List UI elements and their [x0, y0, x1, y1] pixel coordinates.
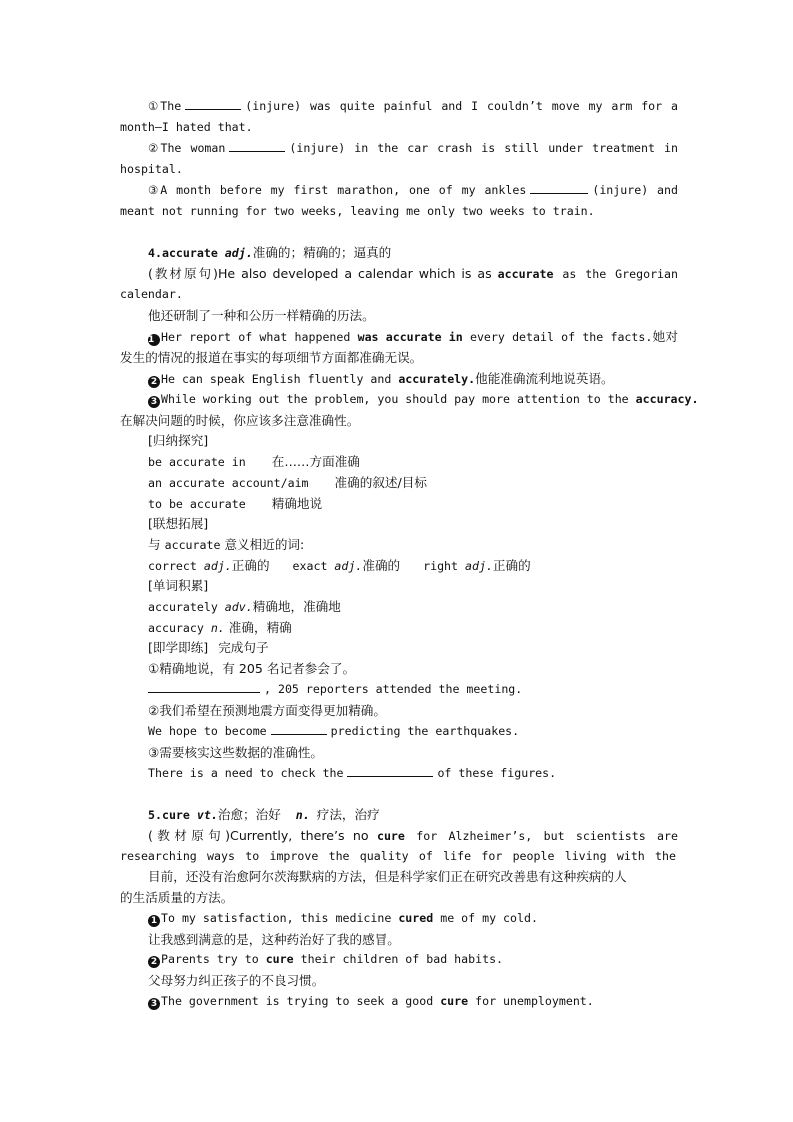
cure-original-translation: 目前，还没有治愈阿尔茨海默病的方法，但是科学家们正在研究改善患有这种疾病的人	[148, 869, 627, 884]
accurate-example-1: 1 Her report of what happened was accurate in every detail of the facts.她对	[148, 329, 678, 345]
accurate-original-sentence: (教材原句)He also developed a calendar which is as accurate as the Gregorian	[148, 266, 678, 281]
injure-exercise-2-cont: hospital.	[120, 162, 183, 176]
word-form-row: accurately adv.精确地，准确地	[148, 599, 341, 614]
answer-blank[interactable]	[229, 140, 285, 152]
entry-heading-cure: 5.cure vt.治愈；治好 n. 疗法，治疗	[148, 807, 380, 822]
number-badge: 3	[148, 396, 160, 408]
accurate-example-3: 3 While working out the problem, you should pay more attention to the accuracy.	[148, 389, 678, 410]
accurate-example-3-translation: 在解决问题的时候，你应该多注意准确性。	[120, 413, 360, 428]
injure-exercise-3-cont: meant not running for two weeks, leaving me only two weeks to train.	[120, 204, 595, 218]
answer-blank[interactable]	[530, 182, 588, 194]
number-badge: 1	[148, 334, 160, 346]
practice-3-sentence: There is a need to check the of these figures.	[148, 766, 557, 780]
injure-exercise-2: ②The woman (injure) in the car crash is still under treatment in	[148, 141, 678, 155]
practice-1-prompt: ①精确地说，有 205 名记者参会了。	[148, 661, 356, 676]
phrase-row: an accurate account/aim 准确的叙述/目标	[148, 475, 427, 490]
synonyms-row: correct adj.正确的 exact adj.准确的 right adj.正确的	[148, 558, 531, 573]
practice-2-sentence: We hope to become predicting the earthquakes.	[148, 724, 520, 738]
practice-3-prompt: ③需要核实这些数据的准确性。	[148, 745, 324, 760]
accurate-example-2: 2 He can speak English fluently and accurately.他能准确流利地说英语。	[148, 368, 678, 390]
cure-example-3: 3 The government is trying to seek a good cure for unemployment.	[148, 991, 678, 1012]
answer-blank[interactable]	[185, 98, 241, 110]
number-badge: 2	[148, 956, 160, 968]
injure-exercise-1: ①The (injure) was quite painful and I couldn’t move my arm for a	[148, 99, 678, 113]
entry-heading-accurate: 4.accurate adj.准确的；精确的；逼真的	[148, 245, 392, 260]
number-badge: 3	[148, 998, 160, 1010]
extension-intro: 与 accurate 意义相近的词:	[148, 537, 305, 552]
cure-original-sentence: (教材原句)Currently, there’s no cure for Alzheimer’s, but scientists are	[148, 828, 678, 843]
word-form-row: accuracy n. 准确，精确	[148, 620, 292, 635]
injure-exercise-3: ③A month before my first marathon, one of my ankles (injure) and	[148, 183, 678, 197]
number-badge: 1	[148, 915, 160, 927]
answer-blank[interactable]	[148, 681, 260, 693]
answer-blank[interactable]	[347, 765, 433, 777]
section-label-accumulation: [单词积累]	[148, 578, 209, 593]
practice-2-prompt: ②我们希望在预测地震方面变得更加精确。	[148, 703, 386, 718]
section-label-extension: [联想拓展]	[148, 516, 209, 531]
cure-example-1: 1 To my satisfaction, this medicine cured me of my cold.	[148, 908, 678, 929]
section-label-summary: [归纳探究]	[148, 433, 209, 448]
cure-original-sentence-cont: researching ways to improve the quality of life for people living with the	[120, 849, 676, 863]
cure-original-translation-cont: 的生活质量的方法。	[120, 890, 234, 905]
answer-blank[interactable]	[271, 723, 327, 735]
cure-example-1-translation: 让我感到满意的是，这种药治好了我的感冒。	[148, 932, 400, 947]
accurate-original-translation: 他还研制了一种和公历一样精确的历法。	[148, 308, 375, 323]
accurate-original-sentence-cont: calendar.	[120, 287, 183, 301]
injure-exercise-1-cont: month—I hated that.	[120, 120, 253, 134]
cure-example-2: 2 Parents try to cure their children of bad habits.	[148, 949, 678, 970]
phrase-row: be accurate in 在……方面准确	[148, 454, 360, 469]
practice-1-sentence: , 205 reporters attended the meeting.	[148, 679, 678, 700]
accurate-example-1-translation: 发生的情况的报道在事实的每项细节方面都准确无误。	[120, 350, 423, 365]
cure-example-2-translation: 父母努力纠正孩子的不良习惯。	[148, 973, 325, 988]
phrase-row: to be accurate 精确地说	[148, 496, 323, 511]
number-badge: 2	[148, 376, 160, 388]
section-label-practice: [即学即练] 完成句子	[148, 640, 269, 655]
